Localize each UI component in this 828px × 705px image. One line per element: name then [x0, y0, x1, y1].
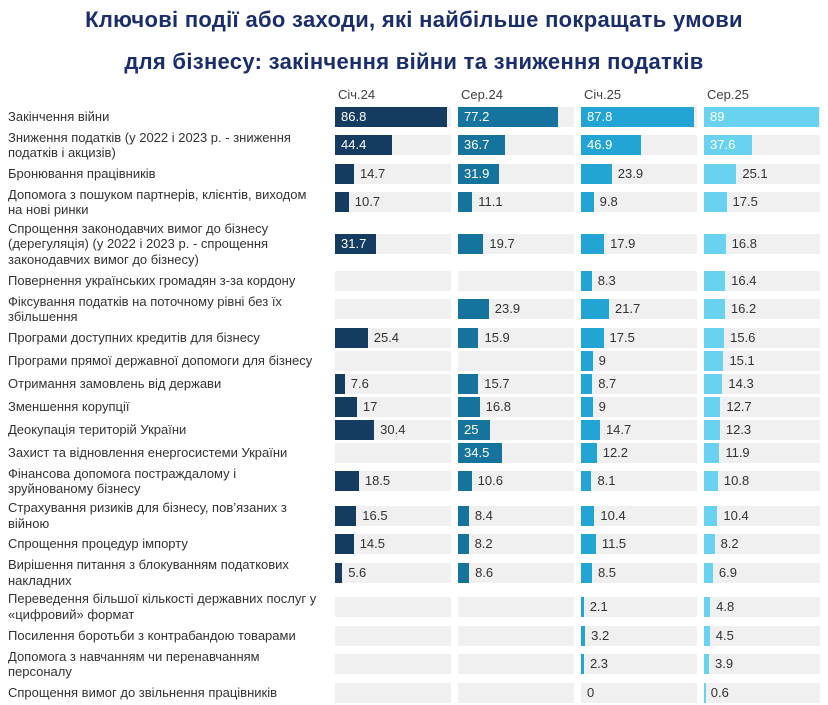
bar-segment: [581, 299, 609, 319]
bar-segment: [704, 597, 710, 617]
bar-segment: [581, 397, 593, 417]
bar-value: 9.8: [599, 194, 618, 210]
bar-segment: [335, 192, 349, 212]
bar-segment: [704, 234, 726, 254]
bar-track: [704, 107, 820, 127]
bar-value: 15.7: [484, 375, 510, 391]
bar-track: [581, 534, 697, 554]
bar-value: 17.9: [610, 236, 636, 252]
bar-track: [704, 234, 820, 254]
chart-row: [8, 464, 828, 498]
row-label: Зменшення корупції: [8, 399, 130, 415]
chart-title-line-1: Ключові події або заходи, які найбільше покращать умови: [85, 7, 743, 32]
bar-segment: [581, 164, 612, 184]
bar-track: [458, 299, 574, 319]
row-label: Повернення українських громадян з-за кордону: [8, 272, 296, 288]
chart-row: [8, 590, 828, 624]
column-header-4: Сер.25: [707, 87, 749, 102]
bar-track: [458, 107, 574, 127]
bar-track: [335, 135, 451, 155]
bar-track: [458, 397, 574, 417]
bar-track: [335, 164, 451, 184]
bar-track: [581, 443, 697, 463]
column-header-2: Сер.24: [461, 87, 503, 102]
row-label: Бронювання працівників: [8, 165, 156, 181]
bar-value: 11.1: [478, 194, 503, 210]
bar-track: [704, 192, 820, 212]
bar-value: 14.7: [605, 421, 632, 437]
bar-value: 23.9: [617, 165, 644, 181]
bar-track: [704, 164, 820, 184]
bar-track: [458, 420, 574, 440]
bar-segment: [335, 534, 354, 554]
bar-segment: [458, 328, 478, 348]
bar-segment: [335, 328, 368, 348]
bar-track: [581, 135, 697, 155]
row-label: Допомога з пошуком партнерів, клієнтів, виходом на нові ринки: [8, 186, 307, 218]
chart-row: [8, 292, 828, 326]
bar-value: 18.5: [364, 473, 391, 489]
bar-value: 10.8: [723, 473, 750, 489]
bar-segment: [704, 374, 722, 394]
bar-track: [335, 192, 451, 212]
bar-track: [458, 534, 574, 554]
bar-value: 3.9: [715, 656, 734, 672]
bar-value: 8.4: [474, 507, 493, 523]
chart-title-line-2: для бізнесу: закінчення війни та зниження податків: [124, 49, 704, 74]
bar-track: [704, 135, 820, 155]
bar-value: 10.4: [723, 507, 749, 523]
bar-track: [581, 351, 697, 371]
bar-segment: [458, 299, 489, 319]
bar-value: 34.5: [464, 444, 490, 460]
bar-track: [458, 654, 574, 674]
row-label: Вирішення питання з блокуванням податкових накладних: [8, 557, 289, 588]
bar-track: [581, 299, 697, 319]
row-label: Захист та відновлення енергосистеми України: [8, 445, 288, 461]
row-label: Спрощення процедур імпорту: [8, 536, 188, 552]
bar-segment: [458, 534, 469, 554]
bar-track: [335, 534, 451, 554]
bar-track: [335, 107, 451, 127]
bar-segment: [581, 563, 592, 583]
bar-track: [581, 563, 697, 583]
bar-value: 14.7: [359, 165, 386, 181]
bar-segment: [581, 234, 604, 254]
bar-value: 46.9: [587, 137, 613, 153]
bar-track: [458, 563, 574, 583]
bar-value: 4.8: [716, 599, 735, 614]
bar-track: [335, 328, 451, 348]
bar-track: [335, 374, 451, 394]
chart-row: [8, 372, 828, 395]
bar-track: [458, 683, 574, 703]
bar-track: [581, 420, 697, 440]
bar-track: [458, 506, 574, 526]
bar-segment: [704, 506, 717, 526]
bar-segment: [704, 397, 720, 417]
bar-value: 31.7: [341, 236, 367, 252]
row-label: Переведення більшої кількості державних послуг у «цифровий» формат: [8, 591, 317, 622]
bar-value: 37.6: [710, 137, 736, 153]
bar-value: 8.5: [597, 564, 617, 580]
bar-value: 30.4: [380, 421, 406, 437]
bar-value: 12.3: [725, 421, 752, 437]
bar-segment: [581, 654, 584, 674]
column-header-3: Січ.25: [584, 87, 622, 102]
bar-segment: [335, 164, 354, 184]
bar-track: [335, 654, 451, 674]
bar-value: 9: [598, 398, 606, 414]
bar-track: [581, 683, 697, 703]
bar-value: 14.3: [728, 375, 754, 391]
row-label: Програми доступних кредитів для бізнесу: [8, 330, 260, 346]
bar-value: 14.5: [359, 536, 385, 552]
bar-value: 17.5: [609, 329, 635, 345]
bar-value: 25.1: [742, 165, 768, 181]
bar-segment: [704, 271, 725, 291]
bar-value: 15.1: [729, 352, 755, 368]
bar-track: [335, 563, 451, 583]
bar-track: [704, 534, 820, 554]
bar-value: 15.6: [730, 329, 756, 345]
bar-track: [704, 683, 820, 703]
row-label: Програми прямої державної допомоги для бізнесу: [8, 353, 313, 369]
bar-segment: [458, 374, 478, 394]
bar-track: [704, 397, 820, 417]
chart-row: [8, 162, 828, 185]
chart-row: [8, 128, 828, 162]
chart-row: [8, 556, 828, 590]
bar-value: 2.1: [589, 599, 608, 614]
bar-track: [335, 471, 451, 491]
bar-value: 4.5: [715, 627, 734, 643]
bar-segment: [335, 471, 359, 491]
bar-value: 89: [710, 108, 725, 124]
bar-segment: [704, 683, 706, 703]
bar-track: [335, 351, 451, 371]
row-label: Фіксування податків на поточному рівні без їх збільшення: [8, 293, 282, 325]
bar-track: [458, 351, 574, 371]
bar-track: [458, 135, 574, 155]
bar-value: 8.2: [474, 536, 493, 552]
bar-value: 77.2: [464, 108, 490, 124]
chart-row: [8, 326, 828, 349]
chart-row: [8, 681, 828, 704]
bar-segment: [458, 234, 483, 254]
bar-segment: [581, 374, 592, 394]
bar-segment: [335, 397, 357, 417]
bar-track: [704, 374, 820, 394]
bar-value: 8.6: [475, 564, 494, 580]
bar-segment: [581, 626, 585, 646]
bar-value: 9: [598, 352, 606, 368]
bar-track: [458, 374, 574, 394]
bar-track: [458, 597, 574, 617]
bar-value: 16.2: [730, 301, 757, 317]
bar-value: 11.9: [725, 444, 750, 460]
bar-track: [704, 563, 820, 583]
bar-track: [335, 597, 451, 617]
bar-track: [704, 471, 820, 491]
row-label: Закінчення війни: [8, 108, 110, 124]
bar-segment: [704, 443, 719, 463]
chart-row: [8, 269, 828, 292]
bar-segment: [581, 328, 604, 348]
bar-value: 2.3: [589, 656, 609, 672]
bar-segment: [458, 563, 469, 583]
bar-segment: [458, 397, 480, 417]
bar-value: 8.2: [720, 536, 739, 552]
chart-title: [0, 0, 828, 75]
bar-value: 0: [587, 684, 595, 700]
bar-track: [581, 374, 697, 394]
chart-row: [8, 349, 828, 372]
bar-track: [581, 654, 697, 674]
bar-track: [458, 271, 574, 291]
bar-track: [581, 506, 697, 526]
bar-value: 23.9: [494, 301, 521, 317]
chart-row: [8, 624, 828, 647]
bar-track: [458, 328, 574, 348]
row-label: Фінансова допомога постраждалому і зруйнованому бізнесу: [8, 465, 237, 497]
bar-segment: [458, 506, 469, 526]
bar-track: [581, 471, 697, 491]
bar-value: 10.7: [354, 194, 381, 210]
bar-track: [335, 234, 451, 254]
bar-segment: [581, 351, 593, 371]
bar-segment: [704, 654, 709, 674]
row-label: Отримання замовлень від держави: [8, 376, 222, 392]
row-label: Спрощення вимог до звільнення працівників: [8, 684, 277, 700]
chart-row: [8, 441, 828, 464]
bar-track: [458, 192, 574, 212]
bar-track: [704, 654, 820, 674]
bar-track: [581, 192, 697, 212]
bar-segment: [704, 328, 724, 348]
bar-segment: [704, 299, 725, 319]
bar-segment: [704, 192, 727, 212]
bar-segment: [704, 471, 718, 491]
column-header-1: Січ.24: [338, 87, 376, 102]
bar-value: 10.6: [477, 473, 503, 489]
bar-track: [458, 164, 574, 184]
bar-track: [581, 271, 697, 291]
bar-track: [458, 471, 574, 491]
bar-value: 3.2: [591, 627, 610, 643]
bar-segment: [335, 374, 345, 394]
bar-segment: [581, 443, 597, 463]
row-label: Страхування ризиків для бізнесу, пов’язаних з війною: [8, 500, 287, 531]
bar-value: 25: [464, 421, 479, 437]
bar-track: [704, 328, 820, 348]
bar-track: [581, 328, 697, 348]
bar-segment: [581, 597, 584, 617]
bar-track: [581, 164, 697, 184]
bar-value: 16.8: [485, 398, 511, 414]
chart-row: [8, 647, 828, 681]
bar-track: [581, 107, 697, 127]
row-label: Спрощення законодавчих вимог до бізнесу (дерегуляція) (у 2022 і 2023 р. - спрощення законодавчих вимог до бізнесу): [8, 220, 269, 268]
chart-row: [8, 185, 828, 219]
bar-segment: [704, 626, 710, 646]
bar-track: [335, 626, 451, 646]
bar-segment: [704, 534, 715, 554]
chart-row: [8, 105, 828, 128]
bar-segment: [581, 420, 600, 440]
row-label: Допомога з навчанням чи перенавчанням персоналу: [8, 648, 260, 680]
bar-value: 86.8: [341, 108, 367, 124]
bar-value: 7.6: [350, 375, 369, 391]
bar-segment: [581, 471, 591, 491]
chart-row: [8, 219, 828, 269]
bar-value: 10.4: [600, 507, 626, 523]
bar-track: [704, 271, 820, 291]
bar-track: [581, 597, 697, 617]
bar-segment: [581, 506, 594, 526]
bar-value: 16.5: [362, 507, 388, 523]
bar-track: [581, 397, 697, 417]
bar-segment: [704, 563, 713, 583]
bar-value: 16.8: [731, 236, 757, 252]
bar-track: [335, 397, 451, 417]
bar-track: [458, 234, 574, 254]
bar-track: [335, 683, 451, 703]
bar-track: [704, 351, 820, 371]
bar-segment: [581, 534, 596, 554]
bar-value: 36.7: [464, 137, 490, 153]
bar-value: 0.6: [710, 684, 729, 700]
bar-value: 6.9: [718, 564, 737, 580]
bar-value: 31.9: [464, 165, 490, 181]
bar-track: [704, 626, 820, 646]
bar-value: 19.7: [489, 236, 515, 252]
chart-row: [8, 395, 828, 418]
bar-segment: [581, 271, 592, 291]
bar-value: 21.7: [614, 301, 641, 317]
bar-value: 17.5: [732, 194, 758, 210]
bar-track: [704, 506, 820, 526]
bar-value: 8.7: [598, 375, 617, 391]
row-label: Посилення боротьби з контрабандою товарами: [8, 627, 296, 643]
column-headers-row: [8, 87, 828, 102]
chart-row: [8, 499, 828, 533]
grouped-bar-chart: [0, 87, 828, 704]
bar-track: [335, 299, 451, 319]
bar-track: [458, 626, 574, 646]
bar-track: [335, 271, 451, 291]
row-label: Деокупація територій України: [8, 422, 187, 438]
bar-segment: [458, 192, 472, 212]
bar-value: 15.9: [484, 329, 510, 345]
bar-track: [704, 597, 820, 617]
bar-value: 12.2: [602, 444, 629, 460]
bar-segment: [335, 563, 342, 583]
bar-track: [335, 443, 451, 463]
bar-track: [458, 443, 574, 463]
bar-track: [704, 443, 820, 463]
bar-track: [704, 420, 820, 440]
chart-row: [8, 418, 828, 441]
bar-value: 17: [362, 398, 378, 414]
bar-segment: [335, 420, 374, 440]
bar-value: 87.8: [587, 108, 613, 124]
bar-segment: [704, 420, 720, 440]
bar-track: [581, 234, 697, 254]
bar-segment: [704, 164, 736, 184]
bar-track: [704, 299, 820, 319]
bar-value: 44.4: [341, 137, 367, 153]
chart-rows: [8, 105, 828, 704]
bar-segment: [458, 471, 472, 491]
bar-value: 16.4: [731, 272, 757, 288]
bar-value: 12.7: [726, 398, 752, 414]
bar-segment: [704, 351, 723, 371]
bar-segment: [335, 506, 356, 526]
row-label: Зниження податків (у 2022 і 2023 р. - зниження податків і акцизів): [8, 129, 291, 161]
bar-value: 25.4: [373, 329, 400, 345]
bar-value: 8.1: [597, 473, 616, 489]
bar-segment: [581, 192, 594, 212]
bar-value: 5.6: [348, 564, 367, 580]
bar-value: 11.5: [601, 536, 627, 552]
bar-track: [581, 626, 697, 646]
bar-track: [335, 420, 451, 440]
chart-row: [8, 533, 828, 556]
bar-track: [335, 506, 451, 526]
bar-value: 8.3: [597, 272, 616, 288]
